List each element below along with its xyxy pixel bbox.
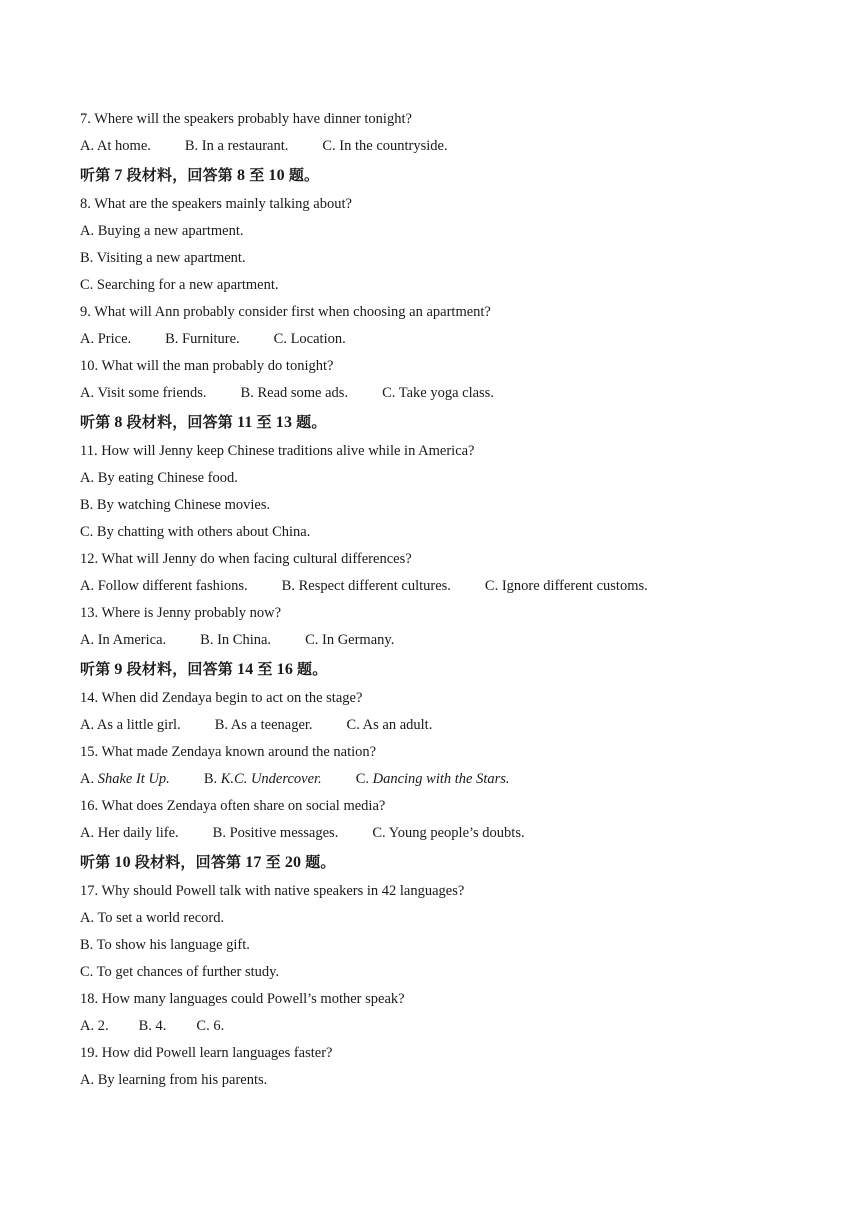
answer-option: B. Read some ads.: [240, 385, 349, 401]
heading-number: 20: [284, 854, 302, 871]
answer-option: C. Take yoga class.: [382, 385, 494, 401]
answer-option: C. As an adult.: [346, 717, 433, 733]
answer-options-row: [80, 1013, 840, 1040]
heading-number: 10: [114, 854, 131, 871]
question-stem: 19. How did Powell learn languages faster?: [80, 1045, 333, 1061]
heading-number: 8: [237, 167, 246, 184]
heading-text: 段材料，回答第: [126, 413, 234, 431]
heading-text: 听第: [80, 660, 111, 678]
heading-text: 听第: [80, 853, 111, 871]
heading-number: 17: [245, 854, 262, 871]
question-stem: 13. Where is Jenny probably now?: [80, 605, 282, 621]
answer-option: B. By watching Chinese movies.: [80, 497, 271, 513]
option-letter: A.: [80, 771, 98, 787]
answer-options-row: [80, 627, 840, 654]
heading-text: 至: [257, 660, 273, 678]
heading-text: 至: [249, 166, 265, 184]
answer-option: C. To get chances of further study.: [80, 964, 280, 980]
heading-text: 至: [256, 413, 272, 431]
answer-option: A. Price.: [80, 331, 132, 347]
answer-option: A. To set a world record.: [80, 910, 225, 926]
answer-option: C. By chatting with others about China.: [80, 524, 311, 540]
answer-option: B. Positive messages.: [212, 825, 339, 841]
answer-option: C. In Germany.: [305, 632, 395, 648]
heading-text: 至: [265, 853, 281, 871]
answer-option: A. Her daily life.: [80, 825, 179, 841]
question-stem: 16. What does Zendaya often share on social media?: [80, 798, 386, 814]
heading-number: 16: [276, 661, 294, 678]
answer-option: C. Young people’s doubts.: [372, 825, 525, 841]
heading-text: 题。: [297, 660, 328, 678]
heading-text: 听第: [80, 413, 111, 431]
answer-option: C. 6.: [196, 1018, 225, 1034]
section-heading: [80, 654, 840, 685]
heading-text: 段材料，回答第: [126, 166, 234, 184]
section-heading: [80, 160, 840, 191]
answer-option: A. 2.: [80, 1018, 109, 1034]
answer-option: B. Furniture.: [165, 331, 240, 347]
heading-number: 8: [114, 414, 123, 431]
heading-text: 段材料，回答第: [126, 660, 234, 678]
answer-option: B. 4.: [138, 1018, 167, 1034]
answer-option: B. In a restaurant.: [184, 138, 289, 154]
section-heading: [80, 847, 840, 878]
answer-options-row: [80, 820, 840, 847]
heading-text: 题。: [305, 853, 336, 871]
answer-option: [80, 766, 170, 793]
heading-number: 9: [114, 661, 123, 678]
question-stem: 17. Why should Powell talk with native speakers in 42 languages?: [80, 883, 465, 899]
question-stem: 7. Where will the speakers probably have dinner tonight?: [80, 111, 412, 127]
heading-text: 题。: [288, 166, 320, 184]
question-stem: 15. What made Zendaya known around the nation?: [80, 744, 377, 760]
answer-options-row: [80, 712, 840, 739]
answer-option: A. Visit some friends.: [80, 385, 207, 401]
answer-options-row: [80, 766, 840, 793]
question-stem: 18. How many languages could Powell’s mother speak?: [80, 991, 405, 1007]
option-letter: B.: [203, 771, 221, 787]
answer-option: B. In China.: [200, 632, 272, 648]
heading-number: 14: [237, 661, 254, 678]
answer-option: A. Buying a new apartment.: [80, 223, 244, 239]
answer-option: B. Visiting a new apartment.: [80, 250, 246, 266]
heading-text: 题。: [296, 413, 327, 431]
answer-option: [356, 766, 510, 793]
heading-text: 段材料，回答第: [134, 853, 242, 871]
answer-option: B. To show his language gift.: [80, 937, 250, 953]
answer-option: [204, 766, 322, 793]
answer-option: A. As a little girl.: [80, 717, 181, 733]
answer-option: B. Respect different cultures.: [281, 578, 451, 594]
option-title: K.C. Undercover.: [220, 771, 322, 787]
answer-option: A. In America.: [80, 632, 167, 648]
answer-option: C. In the countryside.: [322, 138, 448, 154]
exam-page: [80, 106, 840, 1094]
question-stem: 9. What will Ann probably consider first when choosing an apartment?: [80, 304, 491, 320]
answer-option: C. Location.: [273, 331, 346, 347]
answer-options-row: [80, 380, 840, 407]
answer-option: A. By learning from his parents.: [80, 1072, 268, 1088]
answer-option: A. At home.: [80, 138, 151, 154]
answer-option: C. Ignore different customs.: [484, 578, 648, 594]
answer-option: C. Searching for a new apartment.: [80, 277, 279, 293]
answer-option: B. As a teenager.: [214, 717, 313, 733]
question-stem: 10. What will the man probably do tonight?: [80, 358, 334, 374]
option-title: Dancing with the Stars.: [372, 771, 510, 787]
heading-number: 11: [237, 414, 253, 431]
heading-text: 听第: [80, 166, 111, 184]
section-heading: [80, 407, 840, 438]
question-stem: 11. How will Jenny keep Chinese traditions alive while in America?: [80, 443, 475, 459]
answer-option: A. Follow different fashions.: [80, 578, 248, 594]
heading-number: 13: [275, 414, 293, 431]
heading-number: 7: [114, 167, 123, 184]
question-stem: 12. What will Jenny do when facing cultural differences?: [80, 551, 412, 567]
heading-number: 10: [268, 167, 285, 184]
question-stem: 14. When did Zendaya begin to act on the stage?: [80, 690, 363, 706]
answer-options-row: [80, 133, 840, 160]
option-title: Shake It Up.: [97, 771, 170, 787]
answer-options-row: [80, 326, 840, 353]
answer-option: A. By eating Chinese food.: [80, 470, 238, 486]
option-letter: C.: [355, 771, 373, 787]
answer-options-row: [80, 573, 840, 600]
question-stem: 8. What are the speakers mainly talking about?: [80, 196, 352, 212]
